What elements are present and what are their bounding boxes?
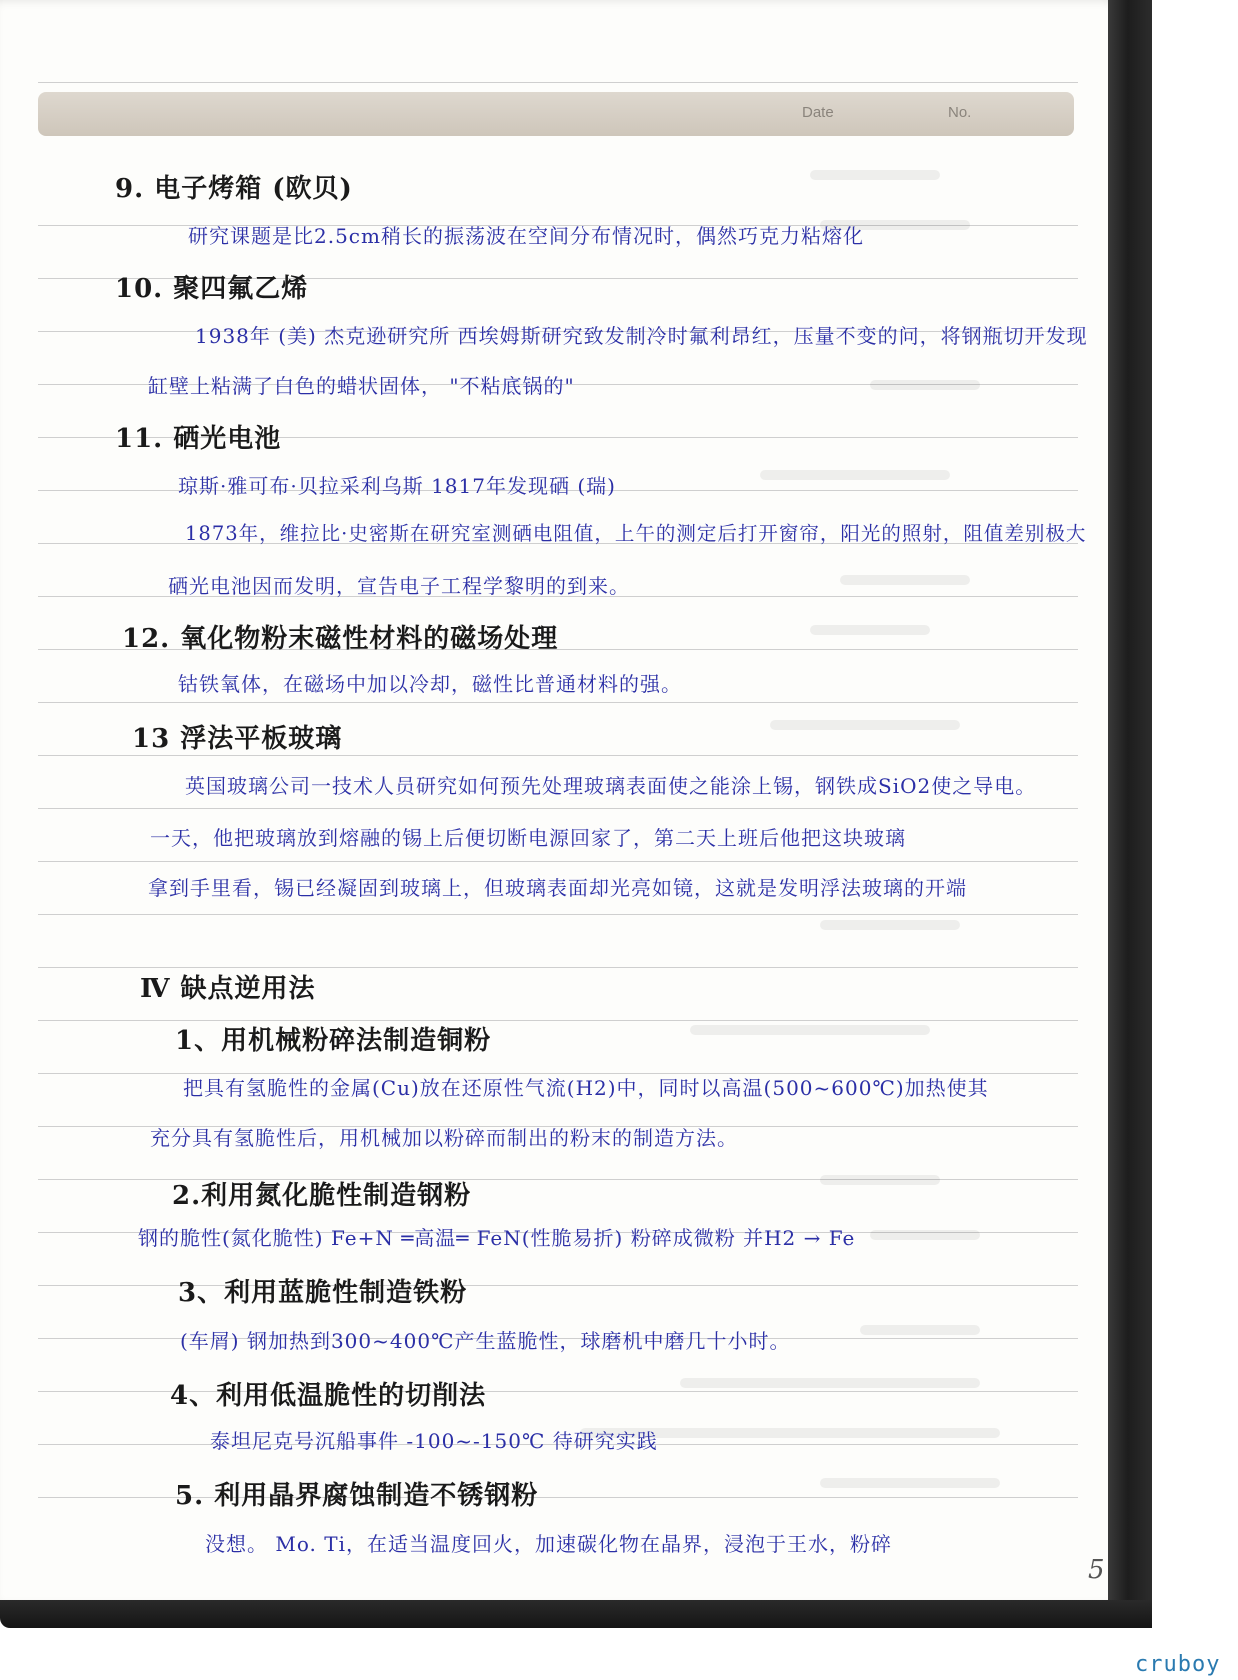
note-heading: Ⅳ 缺点逆用法: [140, 974, 316, 1004]
number-label: No.: [948, 104, 972, 121]
note-line: 1873年，维拉比·史密斯在研究室测硒电阻值，上午的测定后打开窗帘，阳光的照射，阻值差别极大: [185, 522, 1087, 545]
note-line: 钴铁氧体，在磁场中加以冷却，磁性比普通材料的强。: [178, 672, 682, 696]
note-line: 硒光电池因而发明，宣告电子工程学黎明的到来。: [168, 574, 630, 598]
note-heading: 13 浮法平板玻璃: [132, 724, 343, 754]
note-line: 泰坦尼克号沉船事件 -100~-150℃ 待研究实践: [210, 1429, 658, 1453]
ruled-line: [38, 861, 1078, 862]
date-label: Date: [802, 104, 834, 121]
watermark: cruboy: [1135, 1652, 1221, 1677]
note-heading: 2.利用氮化脆性制造钢粉: [172, 1181, 472, 1211]
ruled-line: [38, 755, 1078, 756]
note-line: 充分具有氢脆性后，用机械加以粉碎而制出的粉末的制造方法。: [150, 1126, 738, 1150]
note-heading: 12. 氧化物粉末磁性材料的磁场处理: [122, 624, 559, 654]
note-line: 英国玻璃公司一技术人员研究如何预先处理玻璃表面使之能涂上锡，钢铁成SiO2使之导电。: [185, 774, 1037, 798]
note-line: 把具有氢脆性的金属(Cu)放在还原性气流(H2)中，同时以高温(500~600℃)加热使其: [183, 1076, 989, 1100]
page-header-band: [38, 92, 1074, 136]
ruled-line: [38, 808, 1078, 809]
note-line: 琼斯·雅可布·贝拉采利乌斯 1817年发现硒 (瑞): [178, 474, 616, 498]
note-heading: 1、用机械粉碎法制造铜粉: [175, 1026, 492, 1056]
note-heading: 5. 利用晶界腐蚀制造不锈钢粉: [175, 1481, 539, 1511]
ruled-line: [38, 914, 1078, 915]
ruled-line: [38, 82, 1078, 83]
note-line: 一天，他把玻璃放到熔融的锡上后便切断电源回家了，第二天上班后他把这块玻璃: [150, 826, 906, 850]
note-heading: 11. 硒光电池: [115, 424, 282, 454]
note-line: 拿到手里看，锡已经凝固到玻璃上，但玻璃表面却光亮如镜，这就是发明浮法玻璃的开端: [148, 876, 967, 900]
notebook-cover-edge: [0, 1600, 1152, 1628]
note-heading: 4、利用低温脆性的切削法: [170, 1381, 487, 1411]
note-line: 研究课题是比2.5cm稍长的振荡波在空间分布情况时，偶然巧克力粘熔化: [188, 224, 864, 248]
ruled-line: [38, 702, 1078, 703]
note-line: 没想。 Mo. Ti，在适当温度回火，加速碳化物在晶界，浸泡于王水，粉碎: [205, 1532, 892, 1556]
notebook-binding: [1108, 0, 1152, 1628]
note-line: 钢的脆性(氮化脆性) Fe+N ═高温═ FeN(性脆易折) 粉碎成微粉 并H2 → Fe: [138, 1226, 856, 1250]
note-heading: 10. 聚四氟乙烯: [115, 274, 309, 304]
note-line: 缸壁上粘满了白色的蜡状固体， "不粘底锅的": [148, 374, 575, 398]
note-line: 1938年 (美) 杰克逊研究所 西埃姆斯研究致发制冷时氟利昂红，压量不变的问，将钢瓶切开发现: [195, 324, 1088, 348]
note-line: (车屑) 钢加热到300~400℃产生蓝脆性，球磨机中磨几十小时。: [180, 1329, 791, 1353]
note-heading: 9. 电子烤箱 (欧贝): [115, 174, 353, 204]
page-number: 5: [1088, 1555, 1105, 1585]
note-heading: 3、利用蓝脆性制造铁粉: [178, 1278, 468, 1308]
